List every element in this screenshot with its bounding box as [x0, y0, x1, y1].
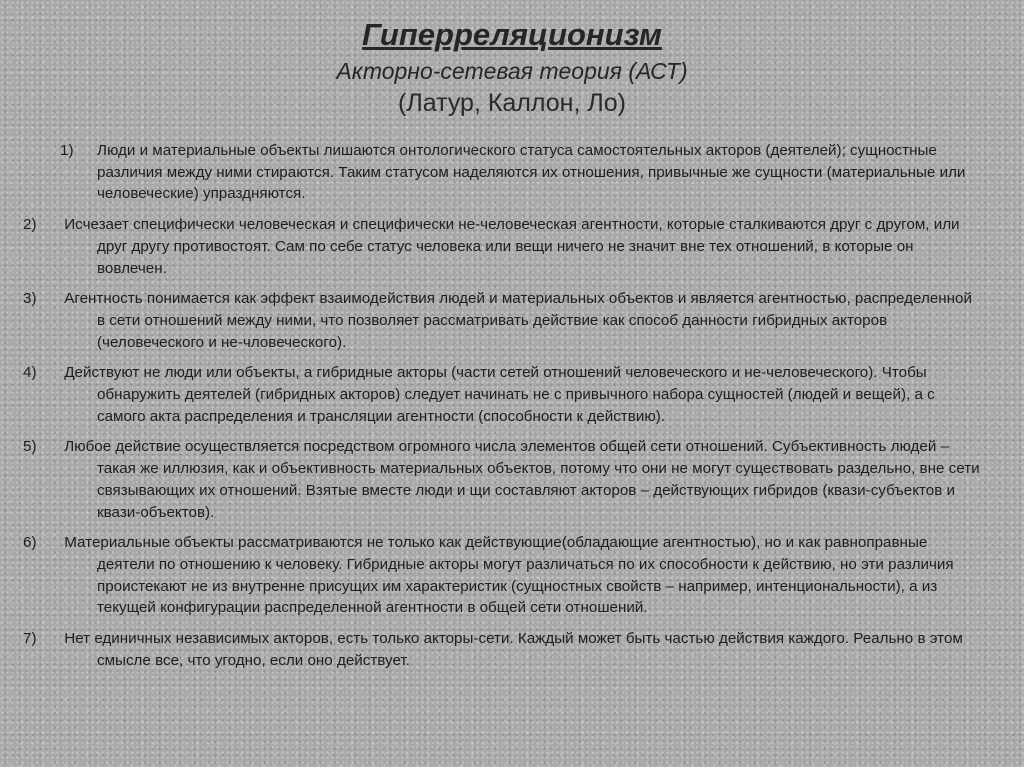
thesis-item-6: 6) Материальные объекты рассматриваются не только как действующие(обладающие агентностью), но и как равноправные деятели по отношению к человеку. Гибридные акторы могут различаться по их способности к действию, но эти различия проистекают не из внутренне присущих им характеристик (сущностных свойств – например, интенциональности), а из текущей конфигурации распределенной агентности в общей сети отношений. [23, 534, 954, 617]
thesis-number: 1) [60, 142, 74, 159]
thesis-item-4: 4) Действуют не люди или объекты, а гибридные акторы (части сетей отношений человеческого и не-человеческого). Чтобы обнаружить деятелей (гибридных акторов) следует начинать не с привычного набора сущностей (людей и вещей), а с самого акта распределения и трансляции агентности (способности к действию). [23, 364, 935, 425]
thesis-text: Агентность понимается как эффект взаимодействия людей и материальных объектов и является агентностью, распределенной в сети отношений между ними, что позволяет рассматривать действие как способ данности гибридных акторов (человеческого и не-чловеческого). [64, 290, 972, 351]
thesis-list [23, 140, 980, 680]
thesis-text: Любое действие осуществляется посредством огромного числа элементов общей сети отношений. Субъективность людей – такая же иллюзия, как и объективность материальных объектов, потому что они не могут существовать раздельно, вне сети связывающих их отношений. Взятые вместе люди и щи составляют акторов – действующих гибридов (квази-субъектов и квази-объектов). [64, 438, 980, 521]
thesis-text: Люди и материальные объекты лишаются онтологического статуса самостоятельных акторов (деятелей); сущностные различия между ними стираются. Таким статусом наделяются их отношения, привычные же сущности (материальные или человеческие) упраздняются. [97, 142, 966, 203]
thesis-item-5: 5) Любое действие осуществляется посредством огромного числа элементов общей сети отношений. Субъективность людей – такая же иллюзия, как и объективность материальных объектов, потому что они не могут существовать раздельно, вне сети связывающих их отношений. Взятые вместе люди и щи составляют акторов – действующих гибридов (квази-субъектов и квази-объектов). [23, 438, 980, 521]
thesis-item-1 [60, 140, 980, 205]
slide-subtitle: Акторно-сетевая теория (АСТ) [336, 58, 688, 84]
thesis-text: Действуют не люди или объекты, а гибридные акторы (части сетей отношений человеческого и не-человеческого). Чтобы обнаружить деятелей (гибридных акторов) следует начинать не с привычного набора сущностей (людей и вещей), а с самого акта распределения и трансляции агентности (способности к действию). [64, 364, 935, 425]
thesis-item-7: 7) Нет единичных независимых акторов, есть только акторы-сети. Каждый может быть частью действия каждого. Реально в этом смысле все, что угодно, если оно действует. [23, 630, 963, 669]
thesis-item-2: 2) Исчезает специфически человеческая и специфически не-человеческая агентности, которые сталкиваются друг с другом, или друг другу противостоят. Сам по себе статус человека или вещи ничего не значит вне тех отношений, в которые он вовлечен. [23, 216, 960, 277]
thesis-text: Нет единичных независимых акторов, есть только акторы-сети. Каждый может быть частью действия каждого. Реально в этом смысле все, что угодно, если оно действует. [64, 630, 963, 669]
thesis-text: Исчезает специфически человеческая и специфически не-человеческая агентности, которые сталкиваются друг с другом, или друг другу противостоят. Сам по себе статус человека или вещи ничего не значит вне тех отношений, в которые он вовлечен. [64, 216, 960, 277]
slide-title: Гиперреляционизм [362, 17, 662, 52]
thesis-text: Материальные объекты рассматриваются не только как действующие(обладающие агентностью), но и как равноправные деятели по отношению к человеку. Гибридные акторы могут различаться по их способности к действию, но эти различия проистекают не из внутренне присущих им характеристик (сущностных свойств – например, интенциональности), а из текущей конфигурации распределенной агентности в общей сети отношений. [64, 534, 954, 617]
title-block [0, 16, 1024, 120]
thesis-item-3: 3) Агентность понимается как эффект взаимодействия людей и материальных объектов и является агентностью, распределенной в сети отношений между ними, что позволяет рассматривать действие как способ данности гибридных акторов (человеческого и не-чловеческого). [23, 290, 972, 351]
slide-authors: (Латур, Каллон, Ло) [398, 89, 626, 117]
